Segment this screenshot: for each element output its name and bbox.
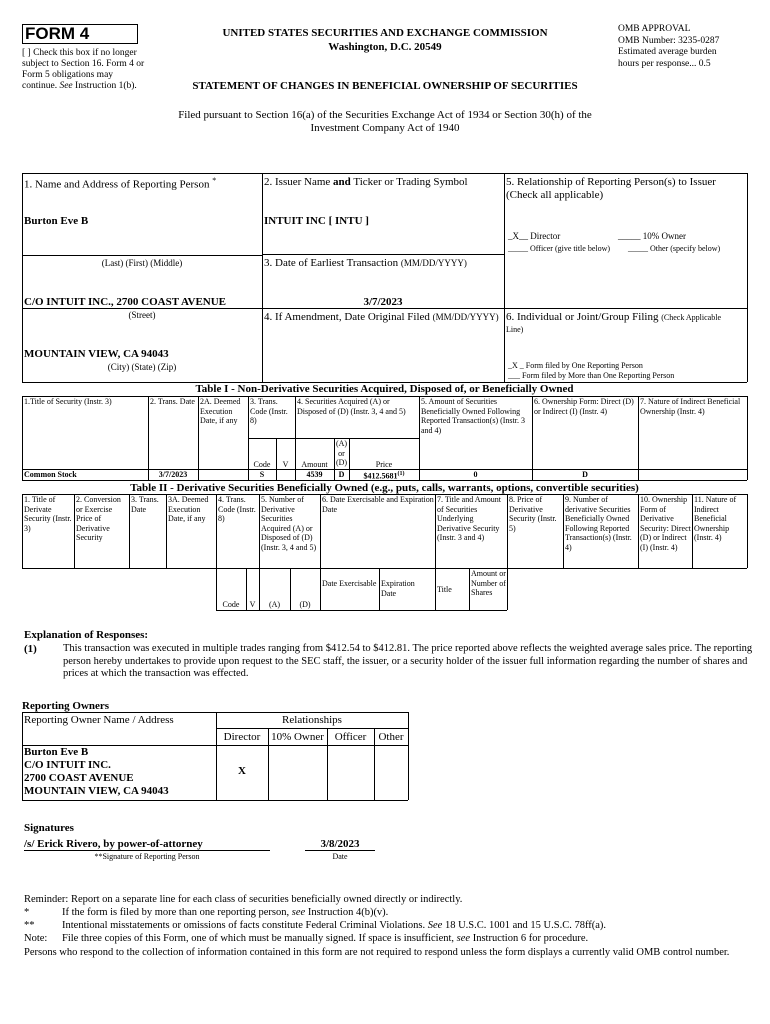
t1-h-acquired: 4. Securities Acquired (A) or Disposed of (D) (Instr. 3, 4 and 5) [297,397,406,416]
signer-name: /s/ Erick Rivero, by power-of-attorney [24,838,203,850]
issuer-name: INTUIT INC [ INTU ] [264,215,369,227]
t1-row-date: 3/7/2023 [158,470,188,479]
filing-option-one: _X _ Form filed by One Reporting Person [508,361,643,370]
t1-h-amount-owned: 5. Amount of Securities Beneficially Owned Following Reported Transaction(s) (Instr. 3 and 4) [421,397,525,435]
owner-director-mark: X [238,765,246,777]
owners-heading: Reporting Owners [22,700,110,712]
form-title-box [22,24,138,44]
box1-label: 1. Name and Address of Reporting Person * [24,176,217,191]
t1-row-price: $412.5681$^{(1)}$ [363,471,405,481]
footer-note: Note: [24,933,48,944]
t1-h-ownership-form: 6. Ownership Form: Direct (D) or Indirect (I) (Instr. 4) [534,397,634,416]
agency-name: UNITED STATES SECURITIES AND EXCHANGE COMMISSION [222,27,548,39]
signature-date-caption: Date [332,852,348,861]
t2-h7: 7. Title and Amount of Securities Underlying Derivative Security (Instr. 3 and 4) [437,495,502,542]
t1-h-date: 2. Trans. Date [150,397,195,406]
box2-label: 2. Issuer Name and Ticker or Trading Symbol [264,176,468,188]
t1-sub-code: Code [253,460,271,469]
t2-sub-expiration: Expiration Date [381,579,415,598]
filing-option-multiple: ___ Form filed by More than One Reporting Person [508,371,675,380]
t1-row-form: D [582,470,588,479]
table1-title: Table I - Non-Derivative Securities Acquired, Disposed of, or Beneficially Owned [195,383,574,395]
explanation-heading: Explanation of Responses: [24,629,149,641]
agency-city: Washington, D.C. 20549 [328,41,442,53]
owners-col-officer: Officer [334,731,367,743]
t2-h4: 4. Trans. Code (Instr. 8) [218,495,256,523]
reporting-person-city: MOUNTAIN VIEW, CA 94043 [24,348,169,360]
t1-h-code: 3. Trans. Code (Instr. 8) [250,397,288,425]
owners-col-director: Director [223,731,261,743]
t1-h-title: 1.Title of Security (Instr. 3) [24,397,112,406]
t2-h2: 2. Conversion or Exercise Price of Derivative Security [76,495,121,542]
t2-h11: 11. Nature of Indirect Beneficial Ownership (Instr. 4) [694,495,737,542]
t1-sub-price: Price [375,460,393,469]
t2-sub-code: Code [222,600,240,609]
t2-sub-d: (D) [299,600,311,609]
t1-row-aord: D [338,470,345,479]
box6-label: 6. Individual or Joint/Group Filing (Check Applicable Line) [506,311,721,334]
t1-h-nature: 7. Nature of Indirect Beneficial Ownership (Instr. 4) [640,397,741,416]
footer-persons: Persons who respond to the collection of information contained in this form are not required to respond unless the form displays a currently valid OMB control number. [24,947,730,958]
filed-pursuant: Filed pursuant to Section 16(a) of the Securities Exchange Act of 1934 or Section 30(h) of the Investment Company Act of 1940 [178,109,592,134]
t2-sub-title: Title [437,585,452,594]
owner-name-address: Burton Eve B C/O INTUIT INC. 2700 COAST AVENUE MOUNTAIN VIEW, CA 94043 [24,746,169,797]
earliest-transaction-date: 3/7/2023 [363,296,403,308]
t2-h5: 5. Number of Derivative Securities Acquired (A) or Disposed of (D) (Instr. 3, 4 and 5) [261,495,317,552]
t1-sub-v: V [282,460,289,469]
t2-h10: 10. Ownership Form of Derivative Security: Direct (D) or Indirect (I) (Instr. 4) [640,495,691,552]
signer-caption: **Signature of Reporting Person [94,852,200,861]
relationship-director: _X__ Director [508,231,561,241]
street-caption: (Street) [128,310,156,320]
box3-label: 3. Date of Earliest Transaction (MM/DD/YYYY) [264,257,467,269]
signature-date: 3/8/2023 [320,838,360,850]
owners-col-10pct: 10% Owner [271,731,324,743]
box4-label: 4. If Amendment, Date Original Filed (MM/DD/YYYY) [264,311,499,323]
signatures-heading: Signatures [24,822,74,834]
t1-sub-amount: Amount [301,460,328,469]
t2-h1: 1. Title of Derivate Security (Instr. 3) [24,495,72,533]
t2-h9: 9. Number of derivative Securities Beneficially Owned Following Reported Transaction(s) (Instr. 4) [565,495,632,552]
t2-sub-amount: Amount or Number of Shares [471,569,506,597]
footer-dstar: ** [24,920,35,931]
t2-h6: 6. Date Exercisable and Expiration Date [322,495,434,514]
t1-row-code: S [259,470,265,479]
t1-h-deemed: 2A. Deemed Execution Date, if any [200,397,241,425]
t2-sub-v: V [249,600,256,609]
t2-sub-a: (A) [268,600,281,609]
t2-h3: 3. Trans. Date [131,495,159,514]
city-caption: (City) (State) (Zip) [107,362,177,372]
name-caption: (Last) (First) (Middle) [101,258,183,268]
owners-col-relationships: Relationships [282,714,342,726]
footer-star: * [24,907,30,918]
t2-sub-exercisable: Date Exercisable [322,579,377,588]
form-title: FORM 4 [25,24,90,43]
explanation-text: This transaction was executed in multiple trades ranging from $412.54 to $412.81. The price reported above reflects the weighted average sales price. The reporting person hereby undertakes to provide upon request to the SEC staff, the issuer, or a security holder of the issuer full information regarding the number of shares and prices at which the transaction was effected. [63,643,753,679]
reporting-person-street: C/O INTUIT INC., 2700 COAST AVENUE [24,296,227,308]
relationship-other: _____ Other (specify below) [628,244,721,253]
footer-dstar-text: Intentional misstatements or omissions of facts constitute Federal Criminal Violations. See 18 U.S.C. 1001 and 15 U.S.C. 78ff(a). [62,920,607,931]
box5-label: 5. Relationship of Reporting Person(s) to Issuer (Check all applicable) [506,176,716,201]
t1-sub-aord: (A) or (D) [335,439,348,467]
footer-reminder: Reminder: Report on a separate line for each class of securities beneficially owned directly or indirectly. [24,894,463,905]
omb-approval: OMB APPROVAL OMB Number: 3235-0287 Estimated average burden hours per response... 0.5 [618,24,720,69]
t1-row-title: Common Stock [24,470,77,479]
t1-row-amount: 4539 [306,470,323,479]
reporting-person-name: Burton Eve B [24,215,89,227]
t1-row-owned: 0 [473,470,478,479]
relationship-officer: _____ Officer (give title below) [508,244,611,253]
statement-title: STATEMENT OF CHANGES IN BENEFICIAL OWNERSHIP OF SECURITIES [192,80,578,92]
t2-h3a: 3A. Deemed Execution Date, if any [168,495,209,523]
checkbox-notice: [ ] Check this box if no longer subject to Section 16. Form 4 or Form 5 obligations may continue. See Instruction 1(b). [22,48,145,91]
table2-title: Table II - Derivative Securities Beneficially Owned (e.g., puts, calls, warrants, options, convertible securities) [130,482,639,494]
footer-note-text: File three copies of this Form, one of which must be manually signed. If space is insufficient, see Instruction 6 for procedure. [62,933,589,944]
owners-col-other: Other [378,731,404,743]
t2-h8: 8. Price of Derivative Security (Instr. 5) [509,495,557,533]
explanation-num: (1) [24,643,37,655]
footer-star-text: If the form is filed by more than one reporting person, see Instruction 4(b)(v). [62,907,389,918]
relationship-10pct-owner: _____ 10% Owner [618,231,686,241]
owners-col-name: Reporting Owner Name / Address [24,714,174,726]
